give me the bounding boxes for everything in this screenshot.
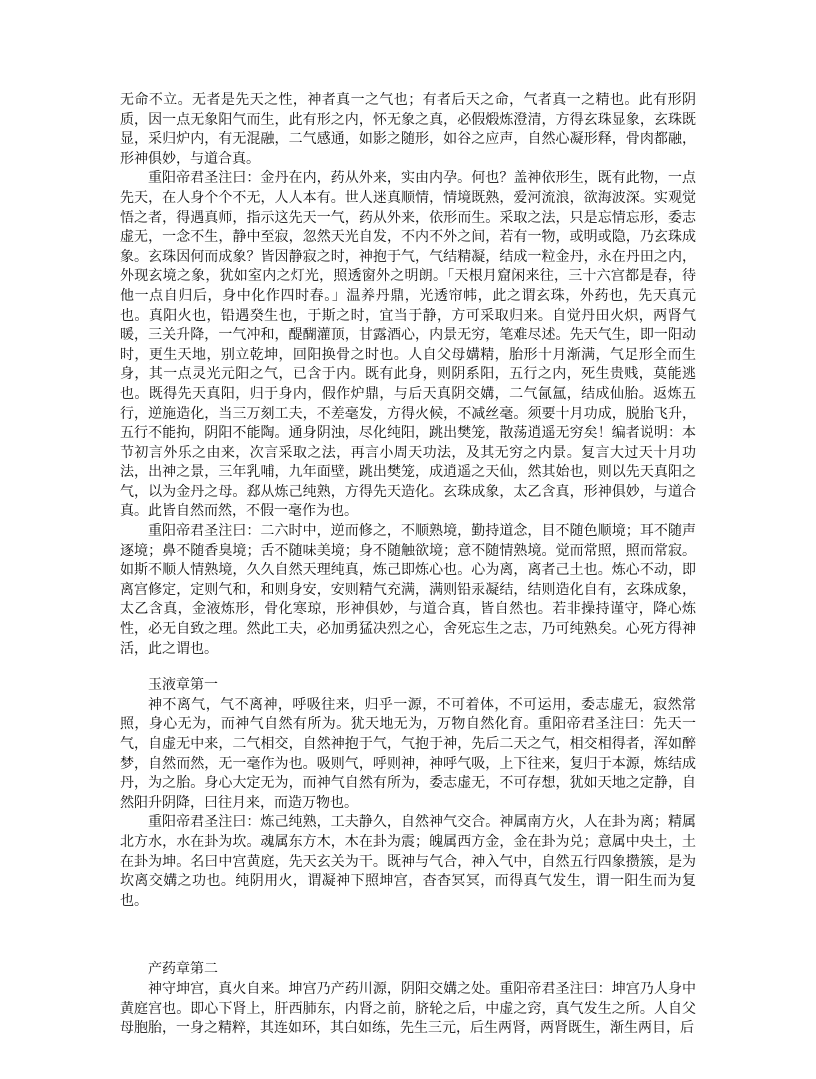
chapter-2-section: [120, 960, 696, 1038]
paragraph: 重阳帝君圣注曰：二六时中，逆而修之，不顺熟境，勤持道念，目不随色顺境；耳不随声逐境；鼻不随香臭境；舌不随味美境；身不随触欲境；意不随情熟境。觉而常照，照而常寂。如斯不顺人情熟境，久久自然天理纯真，炼己即炼心也。心为离，离者己土也。炼心不动，即离宫修定，定则气和，和则身安，安则精气充满，满则铅汞凝结，结则造化自有，玄珠成象，太乙含真，金液炼形，骨化寒琼，形神俱妙，与道合真，皆自然也。若非操持谨守，降心炼性，必无自致之理。然此工夫，必加勇猛决烈之心，舍死忘生之志，乃可纯熟矣。心死方得神活，此之谓也。: [120, 523, 696, 657]
chapter-title: 玉液章第一: [148, 677, 218, 694]
previous-section: [120, 91, 696, 659]
paragraph: 神守坤宫，真火自来。坤宫乃产药川源，阴阳交媾之处。重阳帝君圣注曰：坤宫乃人身中黄庭宫也。即心下肾上，肝西肺东，内肾之前，脐轮之后，中虚之窍，真气发生之所。人自父母胞胎，一身之精粹，其连如环，其白如练，先生三元，后生两肾，两肾既生，渐生两目，后: [120, 980, 696, 1037]
paragraph: 神不离气，气不离神，呼吸往来，归乎一源，不可着体，不可运用，委志虚无，寂然常照，身心无为，而神气自然有所为。犹天地无为，万物自然化育。重阳帝君圣注曰：先天一气，自虚无中来，二气相交，自然神抱于气，气抱于神，先后二天之气，相交相得者，浑如醉梦，自然而然，无一毫作为也。吸则气，呼则神，神呼气吸，上下往来，复归于本源，炼结成丹，为之胎。身心大定无为，而神气自然有所为，委志虚无，不可存想，犹如天地之定静，自然阳升阴降，曰往月来，而造万物也。: [120, 696, 696, 811]
paragraph: 重阳帝君圣注曰：金丹在内，药从外来，实由内孕。何也？盖神依形生，既有此物，一点先天，在人身个个不无，人人本有。世人迷真顺情，情境既熟，爱河流浪，欲海波深。实观觉悟之者，得遇真师，指示这先天一气，药从外来，依形而生。采取之法，只是忘情忘形，委志虚无，一念不生，静中至寂，忽然天光自发，不内不外之间，若有一物，或明或隐，乃玄珠成象。玄珠因何而成象？皆因静寂之时，神抱于气，气结精凝，结成一粒金丹，永在丹田之内，外现玄境之象，犹如室内之灯光，照透窗外之明朗。「天根月窟闲来往，三十六宫都是春，待他一点自归后，身中化作四时春。」温养丹鼎，光透帘帏，此之谓玄珠，外药也，先天真元也。真阳火也，铅遇癸生也，于斯之时，宜当于静，方可采取归来。自觉丹田火炽，两肾气暖，三关升降，一气冲和，醍醐灌顶，甘露酒心，内景无穷，笔难尽述。先天气生，即一阳动时，更生天地，别立乾坤，回阳换骨之时也。人自父母媾精，胎形十月渐满，气足形全而生身，其一点灵光元阳之气，已含于内。既有此身，则阴系阳，五行之内，死生贵贱，莫能逃也。既得先天真阳，归于身内，假作炉鼎，与后天真阴交媾，二气氤氲，结成仙胎。返炼五行，逆施造化，当三万刻工夫，不差毫发，方得火候，不减丝毫。须要十月功成，脱胎飞升，五行不能拘，阴阳不能陶。通身阴浊，尽化纯阳，跳出樊笼，散荡逍遥无穷矣！编者说明：本节初言外乐之由来，次言采取之法，再言小周天功法，及其无穷之内景。复言大过天十月功法，出神之景，三年乳哺，九年面壁，跳出樊笼，成逍遥之天仙，然其始也，则以先天真阳之气，以为金丹之母。郄从炼己纯熟，方得先天造化。玄珠成象，太乙含真，形神俱妙，与道合真。此皆自然而然，不假一毫作为也。: [120, 170, 696, 520]
chapter-1-section: [120, 676, 696, 911]
paragraph: 重阳帝君圣注曰：炼己纯熟，工夫静久，自然神气交合。神属南方火，人在卦为离；精属北方水，水在卦为坎。魂属东方木，木在卦为震；魄属西方金，金在卦为兑；意属中央土，土在卦为坤。名曰中宫黄庭，先天玄关为干。既神与气合，神入气中，自然五行四象攒簇，是为坎离交媾之功也。纯阴用火，谓凝神下照坤宫，杳杳冥冥，而得真气发生，谓一阳生而为复也。: [120, 814, 696, 909]
paragraph: 无命不立。无者是先天之性，神者真一之气也；有者后天之命，气者真一之精也。此有形阴质，因一点无象阳气而生，此有形之内，怀无象之真，必假煅炼澄清，方得玄珠显象，玄珠既显，采归炉内，有无混融，二气感通，如影之随形，如谷之应声，自然心凝形释，骨肉都融，形神俱妙，与道合真。: [120, 92, 696, 167]
chapter-title: 产药章第二: [148, 961, 218, 978]
